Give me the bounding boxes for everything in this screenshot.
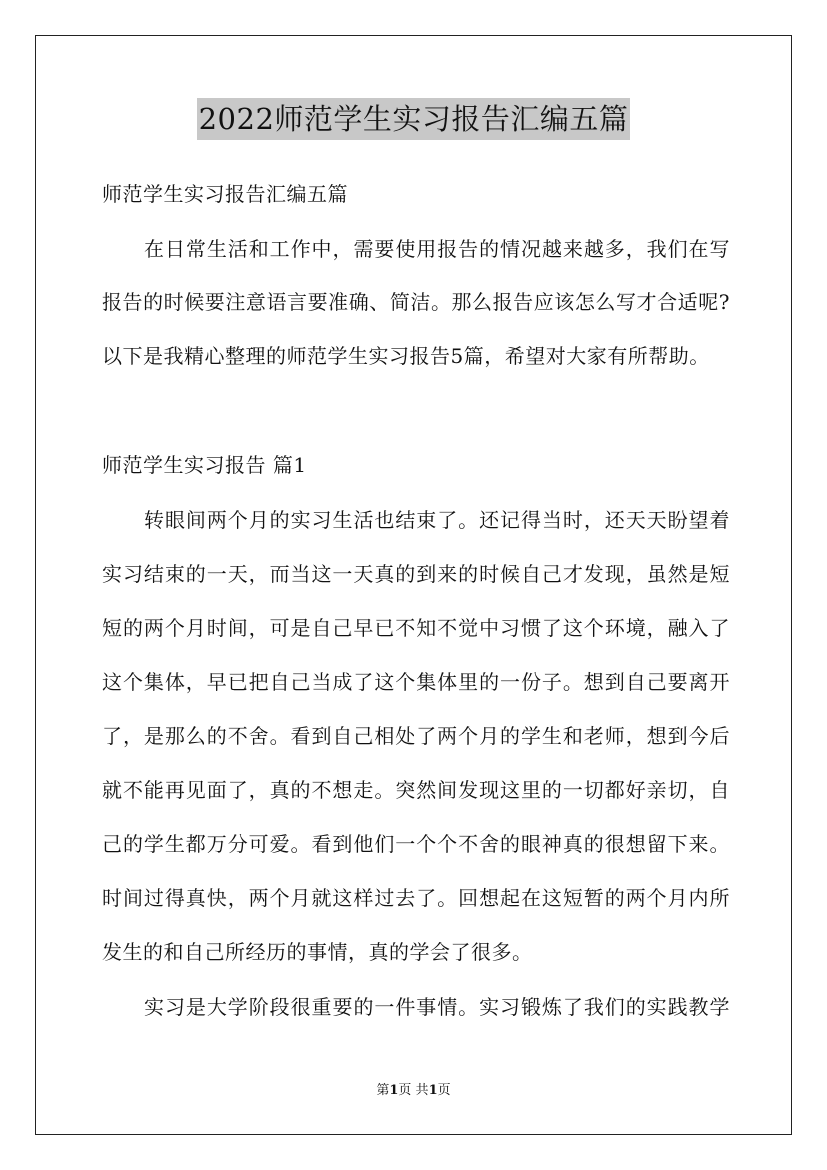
paragraph1-line-3: 短的两个月时间，可是自己早已不知不觉中习惯了这个环境，融入了	[102, 616, 730, 640]
paragraph1-line-2: 实习结束的一天，而当这一天真的到来的时候自己才发现，虽然是短	[102, 562, 730, 586]
document-subtitle: 师范学生实习报告汇编五篇	[102, 182, 348, 206]
footer-middle: 页 共	[398, 1083, 429, 1098]
intro-line-2: 报告的时候要注意语言要准确、简洁。那么报告应该怎么写才合适呢?	[102, 290, 730, 314]
paragraph1-line-9: 发生的和自己所经历的事情，真的学会了很多。	[102, 940, 533, 964]
paragraph1-line-1: 转眼间两个月的实习生活也结束了。还记得当时，还天天盼望着	[144, 508, 730, 532]
page-footer	[0, 1082, 827, 1100]
intro-line-1: 在日常生活和工作中，需要使用报告的情况越来越多，我们在写	[144, 237, 730, 261]
footer-page-total: 1	[428, 1083, 438, 1098]
document-title-text: 2022师范学生实习报告汇编五篇	[197, 98, 631, 140]
paragraph1-line-7: 己的学生都万分可爱。看到他们一个个不舍的眼神真的很想留下来。	[102, 832, 730, 856]
footer-prefix: 第	[376, 1083, 390, 1098]
paragraph2-line-1: 实习是大学阶段很重要的一件事情。实习锻炼了我们的实践教学	[144, 995, 730, 1019]
intro-line-3: 以下是我精心整理的师范学生实习报告5篇，希望对大家有所帮助。	[102, 344, 710, 368]
footer-page-number: 1	[389, 1083, 399, 1098]
section-heading: 师范学生实习报告 篇1	[102, 453, 307, 477]
paragraph1-line-6: 就不能再见面了，真的不想走。突然间发现这里的一切都好亲切，自	[102, 778, 730, 802]
footer-suffix: 页	[437, 1083, 451, 1098]
document-title	[0, 98, 827, 140]
paragraph1-line-4: 这个集体，早已把自己当成了这个集体里的一份子。想到自己要离开	[102, 670, 730, 694]
paragraph1-line-8: 时间过得真快，两个月就这样过去了。回想起在这短暂的两个月内所	[102, 886, 730, 910]
paragraph1-line-5: 了，是那么的不舍。看到自己相处了两个月的学生和老师，想到今后	[102, 724, 730, 748]
